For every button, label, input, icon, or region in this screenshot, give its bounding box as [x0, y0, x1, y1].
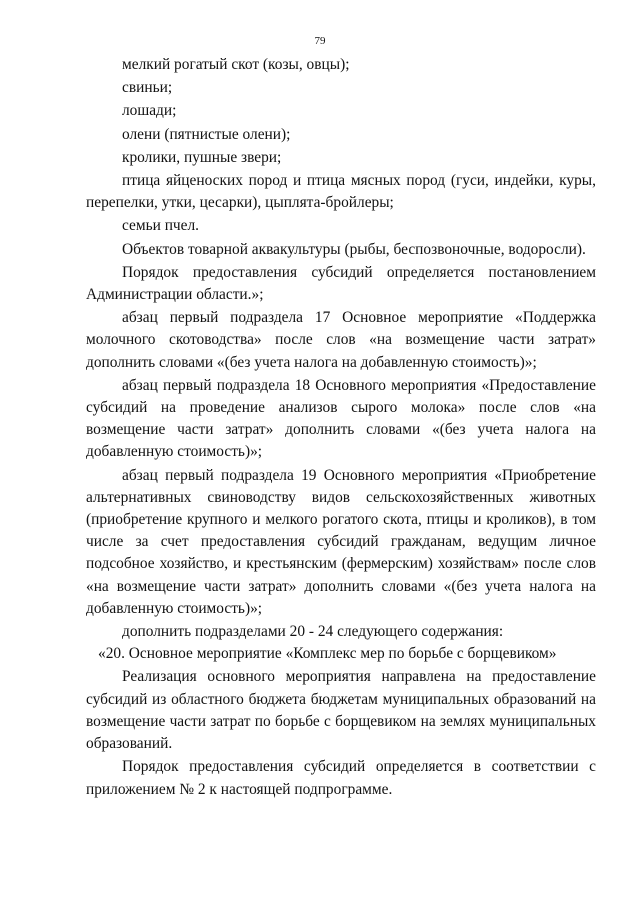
paragraph-deer: олени (пятнистые олени); [122, 125, 291, 143]
paragraph-small-livestock: мелкий рогатый скот (козы, овцы); [122, 56, 350, 73]
paragraph-subsection-19: абзац первый подраздела 19 Основного мероприятия «Приобретение альтернативных свиноводству видов сельскохозяйственных животных (приобретение крупного и мелкого рогатого скота, птицы и кроликов), в том числе за счет предоставления субсидий гражданам, ведущим личное подсобное хозяйство, и крестьянским (фермерским) хозяйствам» после слов «на возмещение части затрат» дополнить словами «(без учета налога на добавленную стоимость)»; [86, 466, 596, 617]
paragraph-implementation: Реализация основного мероприятия направлена на предоставление субсидий из областного бюджета бюджетам муниципальных образований на возмещение части затрат по борьбе с борщевиком на землях муниципальных образований. [86, 668, 596, 753]
paragraph-subsection-17: абзац первый подраздела 17 Основное мероприятие «Поддержка молочного скотоводства» после слов «на возмещение части затрат» дополнить словами «(без учета налога на добавленную стоимость)»; [86, 309, 596, 371]
paragraph-rabbits: кролики, пушные звери; [122, 148, 282, 166]
paragraph-aquaculture: Объектов товарной аквакультуры (рыбы, беспозвоночные, водоросли). [122, 240, 586, 258]
paragraph-pigs: свиньи; [122, 79, 173, 97]
paragraph-bees: семьи пчел. [122, 217, 200, 235]
paragraph-horses: лошади; [122, 102, 177, 120]
paragraph-add-subsections: дополнить подразделами 20 - 24 следующего содержания: [122, 623, 504, 641]
paragraph-poultry: птица яйценоских пород и птица мясных пород (гуси, индейки, куры, перепелки, утки, цесарки), цыплята-бройлеры; [86, 172, 596, 212]
paragraph-procedure-appendix: Порядок предоставления субсидий определяется в соответствии с приложением № 2 к настоящей подпрограмме. [86, 758, 596, 798]
page-number: 79 [314, 35, 326, 47]
paragraph-subsidy-procedure: Порядок предоставления субсидий определяется постановлением Администрации области.»; [86, 263, 596, 304]
document-body [86, 54, 596, 801]
paragraph-subsection-18: абзац первый подраздела 18 Основного мероприятия «Предоставление субсидий на проведение анализов сырого молока» после слов «на возмещение части затрат» дополнить словами «(без учета налога на добавленную стоимость)»; [86, 376, 596, 461]
section-heading-20: «20. Основное мероприятие «Комплекс мер по борьбе с борщевиком» [98, 645, 557, 663]
